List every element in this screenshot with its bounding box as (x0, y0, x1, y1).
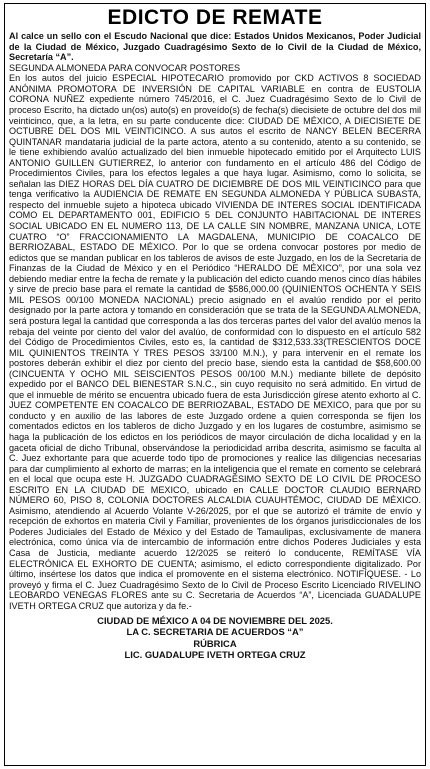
notice-body: En los autos del juicio ESPECIAL HIPOTECARIO promovido por CKD ACTIVOS 8 SOCIEDAD ANÓNIMA PROMOTORA DE INVERSIÓN DE CAPITAL VARIABLE en contra de EUSTOLIA CORONA NUÑEZ expediente número 745/2016, el C. Juez Cuadragésimo Sexto de lo Civil de proceso Escrito, ha dictado un(os) auto(s) en proveído(s) de fecha(s) diecisiete de octubre del dos mil veinticinco, que, a la letra, en su parte conducente dice: CIUDAD DE MÉXICO, A DIECISIETE DE OCTUBRE DEL DOS MIL VEINTICINCO. A sus autos el escrito de NANCY BELEN BECERRA QUINTANAR mandataria judicial de la parte actora, atento a su contenido, atento a su contenido, se le tiene exhibiendo avalúo actualizado del bien inmueble hipotecado emitido por el Arquitecto LUIS ANTONIO GUILLEN GUTIERREZ, lo anterior con fundamento en el artículo 486 del Código de Procedimientos Civiles, para los efectos legales a que haya lugar. Asimismo, como lo solicita, se señalan las DIEZ HORAS DEL DÍA CUATRO DE DICIEMBRE DE DOS MIL VEINTICINCO para que tenga verificativo la AUDIENCIA DE REMATE EN SEGUNDA ALMONEDA Y PÚBLICA SUBASTA, respecto del inmueble sujeto a hipoteca ubicado VIVIENDA DE INTERES SOCIAL IDENTIFICADA COMO EL DEPARTAMENTO 001, EDIFICIO 5 DEL CONJUNTO HABITACIONAL DE INTERES SOCIAL UBICADO EN EL NUMERO 113, DE LA CALLE SIN NOMBRE, MANZANA UNICA, LOTE CUATRO “O” FRACCIONAMIENTO LA MAGDALENA, MUNICIPIO DE COACALCO DE BERRIOZABAL, ESTADO DE MÉXICO. Por lo que se ordena convocar postores por medio de edictos que se mandan publicar en los tableros de avisos de este Juzgado, en los de la Secretaria de Finanzas de la Ciudad de México y en el Periódico “HERALDO DE MÉXICO”, por una sola vez debiendo mediar entre la fecha de remate y la publicación del edicto cuando menos cinco días hábiles y sirve de precio base para el remate la cantidad de $586,000.00 (QUINIENTOS OCHENTA Y SEIS MIL PESOS 00/100 MONEDA NACIONAL) precio asignado en el avalúo rendido por el perito designado por la parte actora y tomando en consideración que se trata de la SEGUNDA ALMONEDA, será postura legal la cantidad que corresponda a las dos terceras partes del valor del avalúo menos la rebaja del veinte por ciento del valor del avalúo, de conformidad con lo dispuesto en el artículo 582 del Código de Procedimientos Civiles, esto es, la cantidad de $312,533.33(TRESCIENTOS DOCE MIL QUINIENTOS TREINTA Y TRES PESOS 33/100 M.N.), y para intervenir en el remate los postores deberán exhibir el diez por ciento del precio base, siendo esta la cantidad de $58,600.00 (CINCUENTA Y OCHO MIL SEISCIENTOS PESOS 00/100 M.N.) mediante billete de depósito expedido por el BANCO DEL BIENESTAR S.N.C., sin cuyo requisito no será admitido. En virtud de que el inmueble de mérito se encuentra ubicado fuera de esta Jurisdicción gírese atento exhorto al C. JUEZ COMPETENTE EN COACALCO DE BERRIOZABAL, ESTADO DE MEXICO, para que por su conducto y en auxilio de las labores de este Juzgado ordene a quien corresponda se fijen los comentados edictos en los tableros de dicho Juzgado y en los lugares de costumbre, asimismo se haga la publicación de los edictos en los periódicos de mayor circulación de dicha localidad y en la gaceta oficial de dicho Tribunal, observándose la periodicidad arriba descrita, asimismo se faculta al C. Juez exhortante para que acuerde todo tipo de promociones y realice las diligencias necesarias para dar cumplimiento al exhorto de marras; en la inteligencia que el remate en comento se celebrará en el local que ocupa este H. JUZGADO CUADRAGÉSIMO SEXTO DE LO CIVIL DE PROCESO ESCRITO EN LA CIUDAD DE MEXICO, ubicado en CALLE DOCTOR CLAUDIO BERNARD NÚMERO 60, PISO 8, COLONIA DOCTORES ALCALDIA CUAUHTÉMOC, CIUDAD DE MÉXICO. Asimismo, atendiendo al Acuerdo Volante V-26/2025, por el que se autorizó el trámite de envío y recepción de exhortos en materia Civil y Familiar, provenientes de los órganos jurisdiccionales de los Poderes Judiciales del Estado de México y del Estado de Tamaulipas, exclusivamente de manera electrónica, como única vía de intercambio de información entre dichos Poderes Judiciales y esta Casa de Justicia, mediante acuerdo 12/2025 se reiteró lo conducente, REMÍTASE VÍA ELECTRÓNICA EL EXHORTO DE CUENTA; asimismo, el edicto correspondiente digitalizado. Por último, insértese los datos que indica el promovente en el sistema electrónico. NOTIFÍQUESE. - Lo proveyó y firma el C. Juez Cuadragésimo Sexto de lo Civil de Proceso Escrito Licenciado RIVELINO LEOBARDO VENEGAS FLORES ante su C. Secretaria de Acuerdos “A”, Licenciada GUADALUPE IVETH ORTEGA CRUZ que autoriza y da fe.- (9, 73, 422, 611)
edict-notice (4, 3, 426, 766)
closing-block (9, 615, 421, 660)
signer-role: LA C. SECRETARIA DE ACUERDOS “A” (126, 626, 304, 638)
signature-note: RÚBRICA (193, 637, 237, 649)
seal-description: Al calce un sello con el Escudo Nacional que dice: Estados Unidos Mexicanos, Poder Judicial de la Ciudad de México, Juzgado Cuadragésimo Sexto de lo Civil de la Ciudad de México, Secretaría “A”. (9, 31, 421, 63)
section-heading: SEGUNDA ALMONEDA PARA CONVOCAR POSTORES (9, 62, 241, 73)
notice-title: EDICTO DE REMATE (107, 6, 323, 29)
place-date: CIUDAD DE MÉXICO A 04 DE NOVIEMBRE DEL 2025. (97, 615, 333, 627)
signer-name: LIC. GUADALUPE IVETH ORTEGA CRUZ (124, 648, 306, 660)
